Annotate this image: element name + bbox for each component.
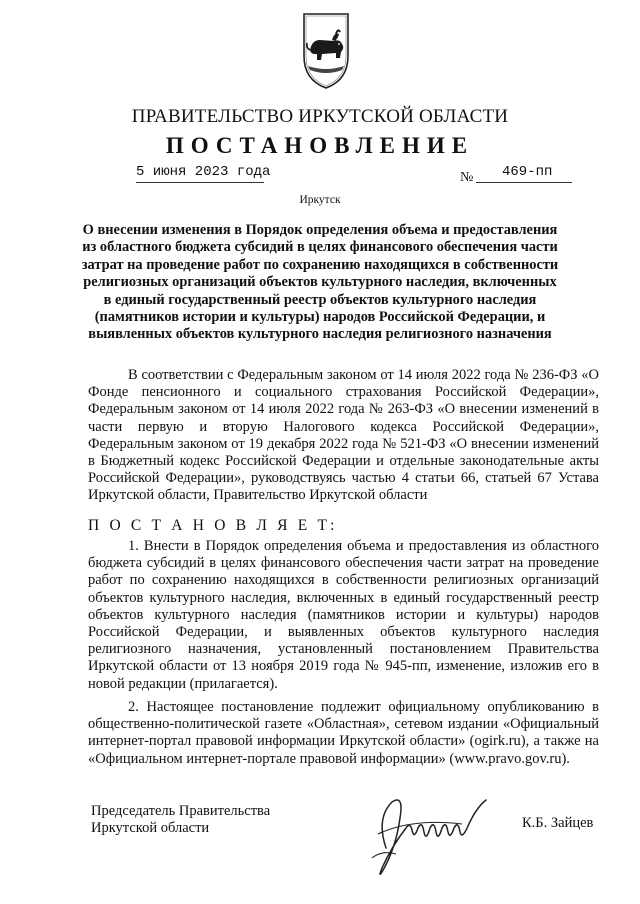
document-number: 469-пп [502,164,553,180]
date-underline [136,182,264,183]
number-sign: № [460,170,474,185]
item-2-paragraph [88,699,599,768]
government-name: ПРАВИТЕЛЬСТВО ИРКУТСКОЙ ОБЛАСТИ [131,106,509,127]
preamble-text: В соответствии с Федеральным законом от 14 июля 2022 года № 236-ФЗ «О Фонде пенсионного и социального страхования Российской Федерации», Федеральным законом от 14 июля 2022 года № 263-ФЗ «О внесении изменений в части первую и вторую Налогового кодекса Российской Федерации», Федеральным законом от 19 декабря 2022 года № 521-ФЗ «О внесении изменений в Бюджетный кодекс Российской Федерации и отдельные законодательные акты Российской Федерации», руководствуясь частью 4 статьи 66, статьей 67 Устава Иркутской области, Правительство Иркутской области [88,367,599,504]
item-1-text: 1. Внести в Порядок определения объема и предоставления из областного бюджета субсидий в целях финансового обеспечения части затрат на проведение работ по сохранению находящихся в собственности религиозных организаций объектов культурного наследия, включенных в единый государственный реестр объектов культурного наследия (памятников истории и культуры) народов Российской Федерации, и выявленных объектов культурного наследия религиозного назначения, установленный постановлением Правительства Иркутской области от 13 ноября 2019 года № 945-пп, изменение, изложив его в новой редакции (прилагается). [88,538,599,692]
item-1-paragraph [88,538,599,693]
item-2-text: 2. Настоящее постановление подлежит официальному опубликованию в общественно-политической газете «Областная», сетевом издании «Официальный интернет-портал правовой информации Иркутской области» (ogirk.ru), а также на «Официальном интернет-портале правовой информации» (www.pravo.gov.ru). [88,699,599,767]
decree-word: П О С Т А Н О В Л Я Е Т: [88,517,338,534]
signatory-name: К.Б. Зайцев [522,815,594,831]
city-name: Иркутск [299,194,341,206]
handwritten-signature [352,788,510,880]
document-heading: О внесении изменения в Порядок определения объема и предоставления из областного бюджета субсидий в целях финансового обеспечения части затрат на проведение работ по сохранению находящихся в собственности религиозных организаций объектов культурного наследия, включенных в единый государственный реестр объектов культурного наследия (памятников истории и культуры) народов Российской Федерации, и выявленных объектов культурного наследия религиозного назначения [81,222,559,343]
irkutsk-coat-of-arms-icon [298,10,354,92]
document-type-title: ПОСТАНОВЛЕНИЕ [165,133,475,158]
number-underline [476,182,572,183]
document-date: 5 июня 2023 года [136,164,271,180]
signatory-position-line-1: Председатель Правительства [91,803,271,819]
signatory-position [91,803,270,837]
signatory-position-line-2: Иркутской области [91,820,210,836]
preamble-paragraph [88,367,599,505]
